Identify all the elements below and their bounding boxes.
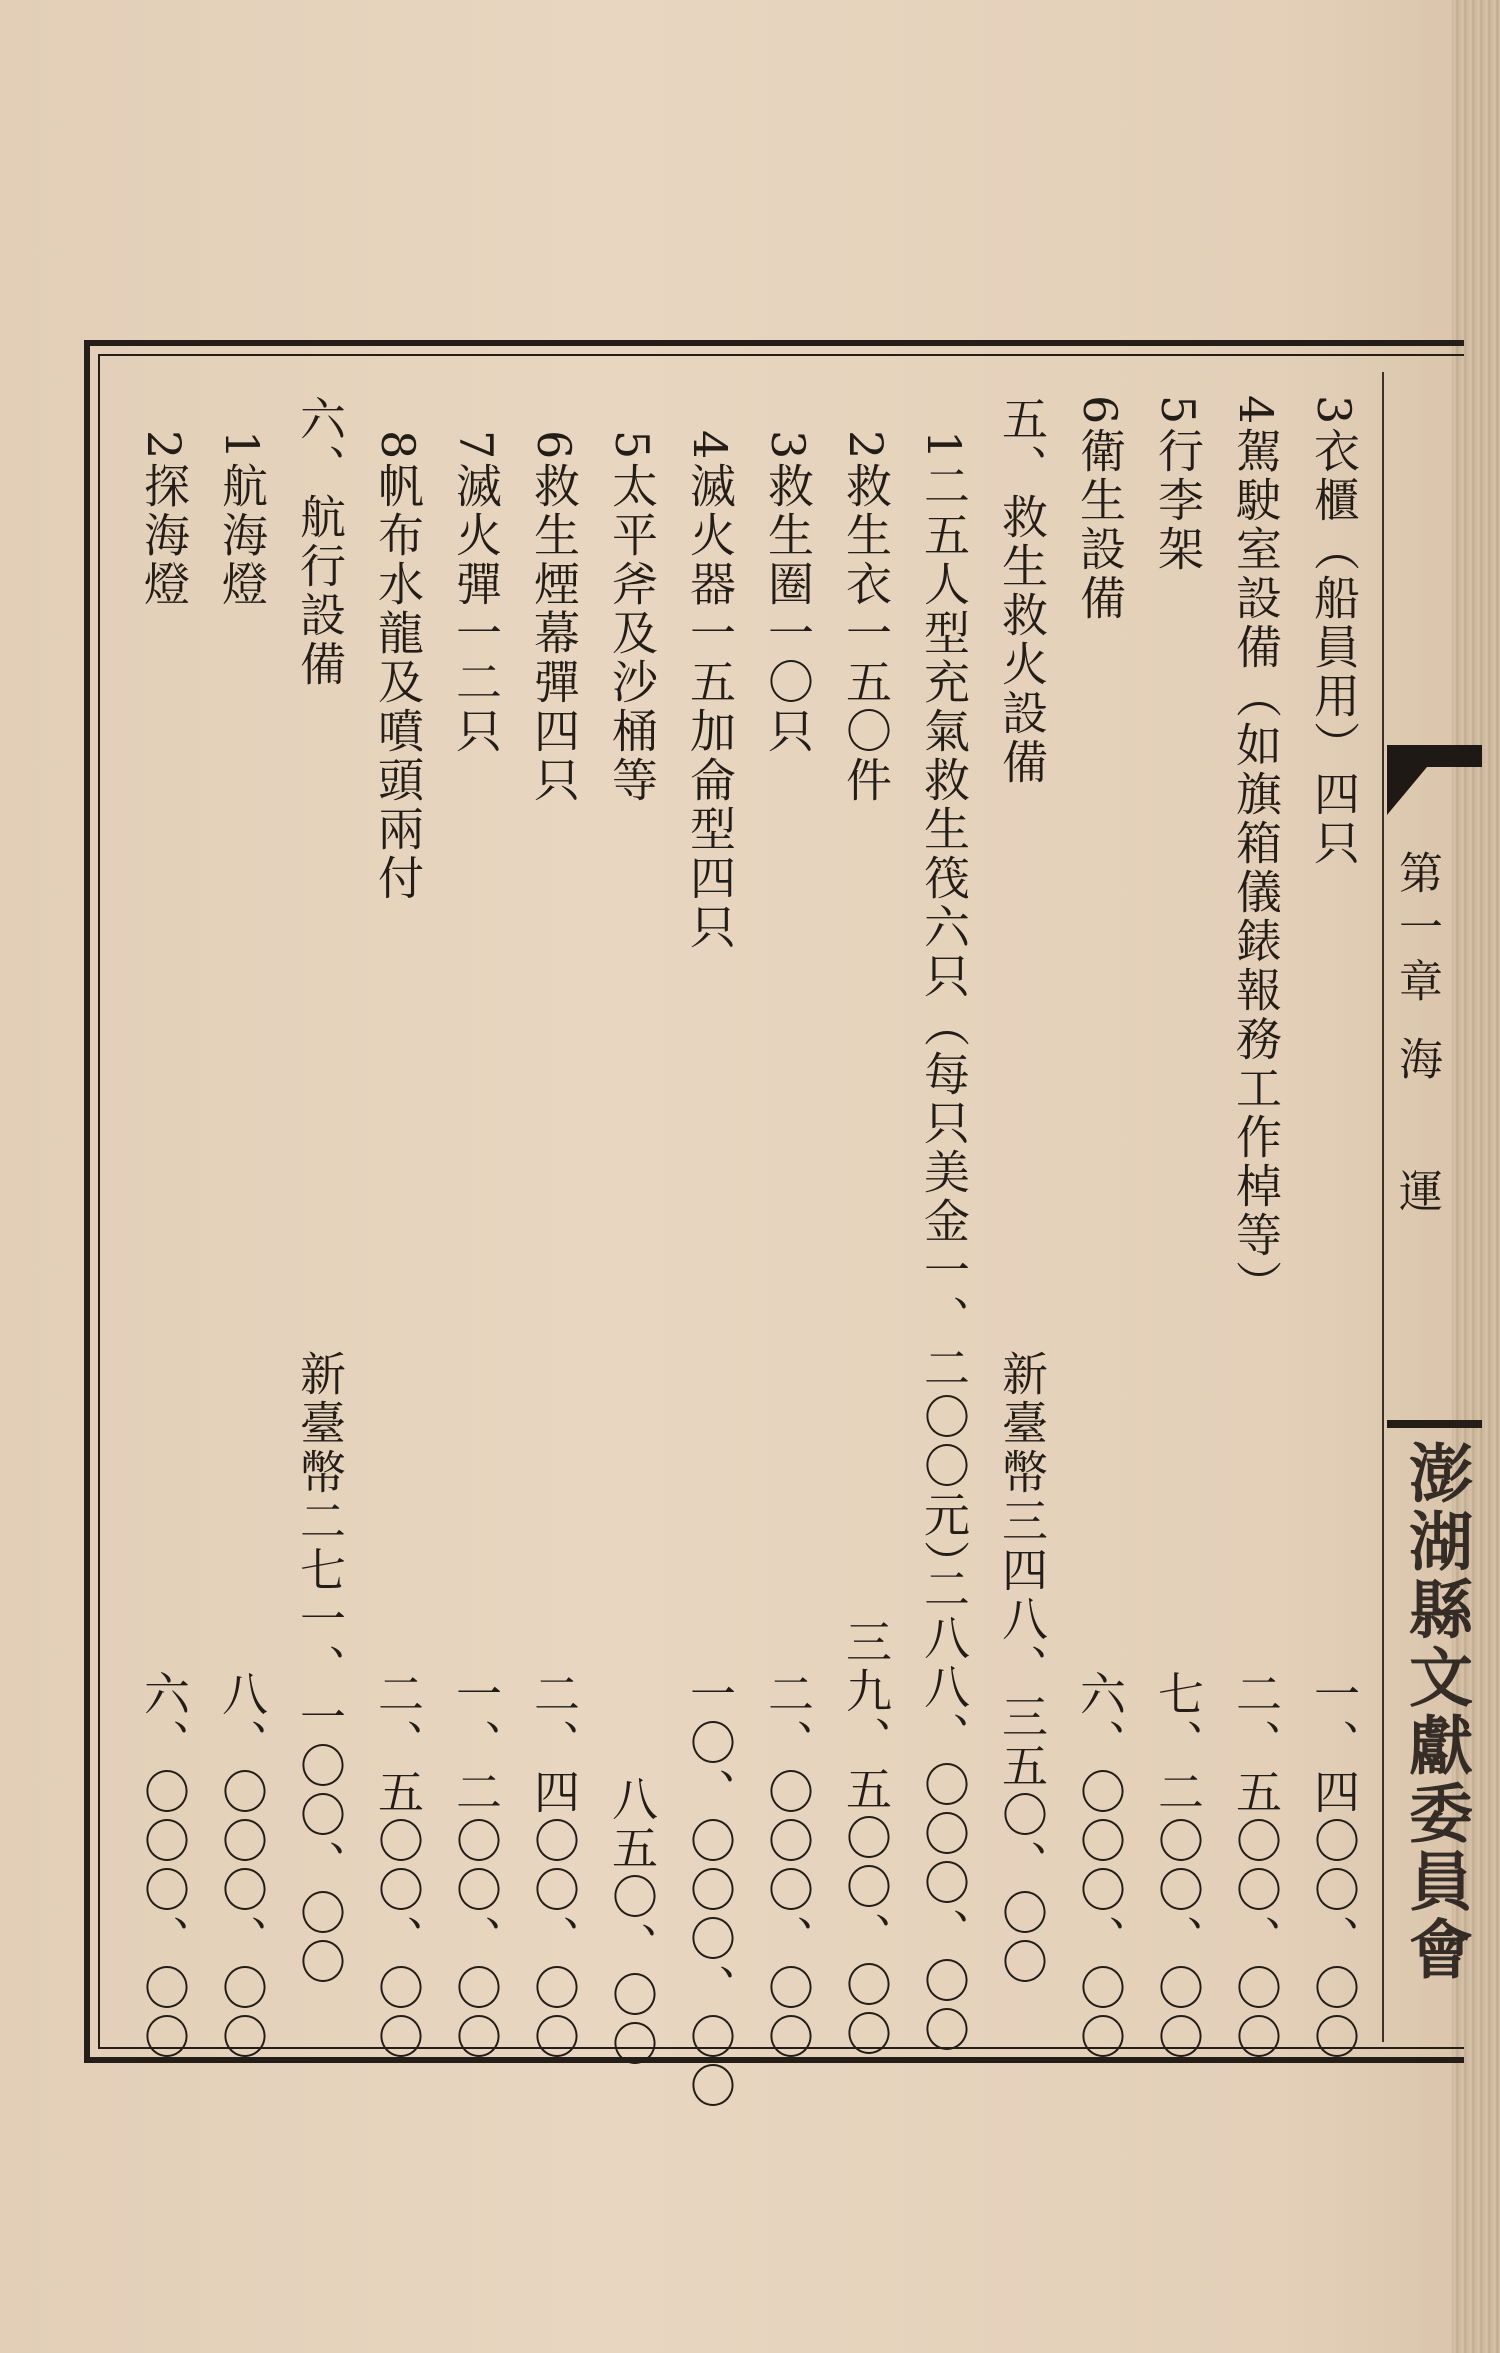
fishtail-mark: [1387, 745, 1482, 815]
chapter-running-head: 第一章 海 運: [1391, 850, 1442, 1222]
entry-amount: 二、〇〇〇、〇〇: [761, 1670, 815, 2062]
entry-text: 8帆布水龍及噴頭兩付: [371, 430, 425, 904]
frame-top-inner-rule: [98, 354, 1464, 356]
frame-top-rule: [84, 340, 1464, 346]
entry-text: 2探海燈: [137, 430, 191, 610]
entry-text: 1航海燈: [215, 430, 269, 610]
entry-amount: 一、二〇〇、〇〇: [449, 1670, 503, 2062]
entry-text: 4駕駛室設備（如旗箱儀錶報務工作棹等）: [1229, 395, 1283, 1310]
entry-amount: 三九、五〇〇、〇〇: [839, 1618, 893, 2059]
section-heading: 六、航行設備: [293, 395, 347, 689]
entry-text: 4滅火器一五加侖型四只: [683, 430, 737, 953]
section-total: 新臺幣二七一、一〇〇、〇〇: [293, 1350, 347, 1987]
entry-amount: 六、〇〇〇、〇〇: [137, 1670, 191, 2062]
entry-amount: 八、〇〇〇、〇〇: [215, 1670, 269, 2062]
entry-amount: 六、〇〇〇、〇〇: [1073, 1670, 1127, 2062]
entry-text: 6救生煙幕彈四只: [527, 430, 581, 806]
entry-text: 7滅火彈一二只: [449, 430, 503, 757]
margin-divider: [1382, 372, 1384, 2042]
frame-left-rule: [84, 340, 90, 2063]
entry-amount: 二、五〇〇、〇〇: [371, 1670, 425, 2062]
entry-text: 3衣櫃（船員用）四只: [1307, 395, 1361, 869]
entry-amount: 八五〇、〇〇: [605, 1775, 659, 2069]
entry-amount: 一、四〇〇、〇〇: [1307, 1670, 1361, 2062]
entry-amount: 七、二〇〇、〇〇: [1151, 1670, 1205, 2062]
section-heading: 五、救生救火設備: [995, 395, 1049, 787]
entry-text: 5太平斧及沙桶等: [605, 430, 659, 806]
book-title: 澎湖縣文獻委員會: [1398, 1440, 1473, 1984]
entry-text: 3救生圈一〇只: [761, 430, 815, 757]
entry-amount: 二、五〇〇、〇〇: [1229, 1670, 1283, 2062]
entry-amount: 二、四〇〇、〇〇: [527, 1670, 581, 2062]
book-edge: [1452, 0, 1500, 2353]
entry-text: 5行李架: [1151, 395, 1205, 575]
margin-rule: [1387, 1420, 1482, 1428]
entry-amount: 二八八、〇〇〇、〇〇: [917, 1565, 971, 2055]
entry-text: 2救生衣一五〇件: [839, 430, 893, 806]
entry-amount: 一〇、〇〇〇、〇〇: [683, 1670, 737, 2111]
frame-left-inner-rule: [98, 354, 100, 2049]
section-total: 新臺幣三四八、三五〇、〇〇: [995, 1350, 1049, 1987]
entry-text: 6衛生設備: [1073, 395, 1127, 624]
entry-text: 1二五人型充氣救生筏六只（每只美金一、二〇〇元）: [917, 430, 971, 1590]
